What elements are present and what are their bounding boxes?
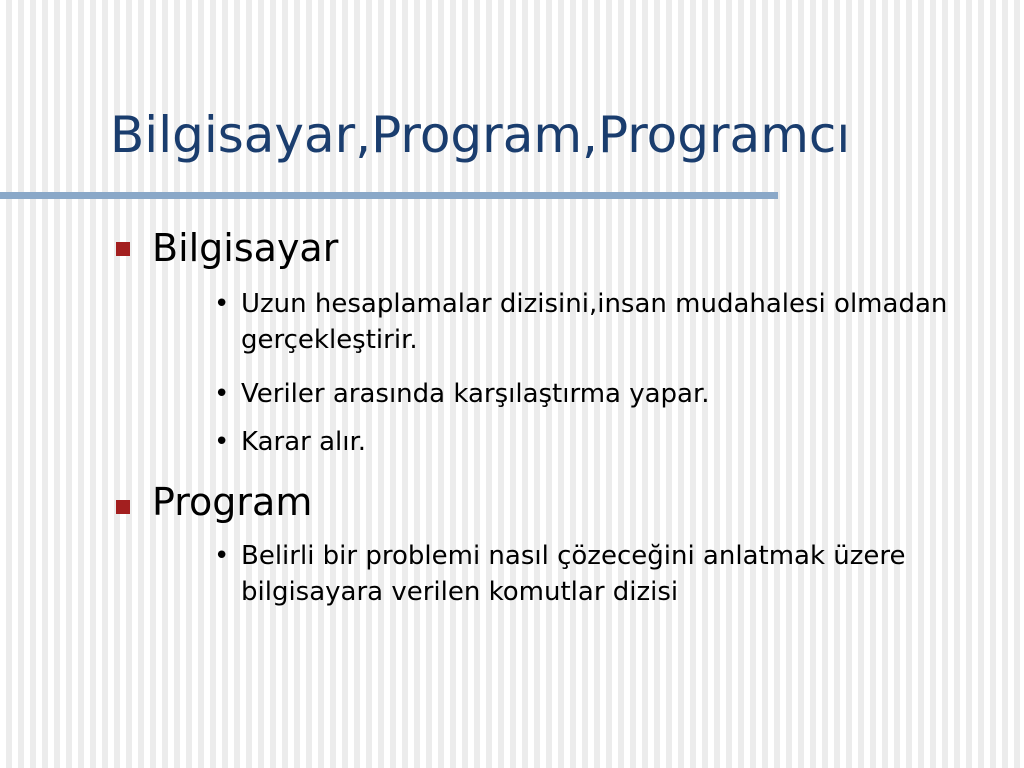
slide-title: Bilgisayar,Program,Programcı (110, 106, 851, 164)
round-bullet-icon: • (214, 289, 230, 319)
list-item: Uzun hesaplamalar dizisini,insan mudahalesi olmadan gerçekleştirir. (241, 289, 948, 355)
section-heading: Bilgisayar (152, 226, 339, 270)
list-item: Veriler arasında karşılaştırma yapar. (241, 379, 710, 409)
round-bullet-icon: • (214, 379, 230, 409)
square-bullet-icon (116, 500, 130, 514)
round-bullet-icon: • (214, 427, 230, 457)
square-bullet-icon (116, 242, 130, 256)
list-item: Karar alır. (241, 427, 367, 457)
round-bullet-icon: • (214, 541, 230, 571)
list-item: Belirli bir problemi nasıl çözeceğini anlatmak üzere bilgisayara verilen komutlar dizisi (241, 541, 906, 607)
section-heading: Program (152, 480, 313, 524)
